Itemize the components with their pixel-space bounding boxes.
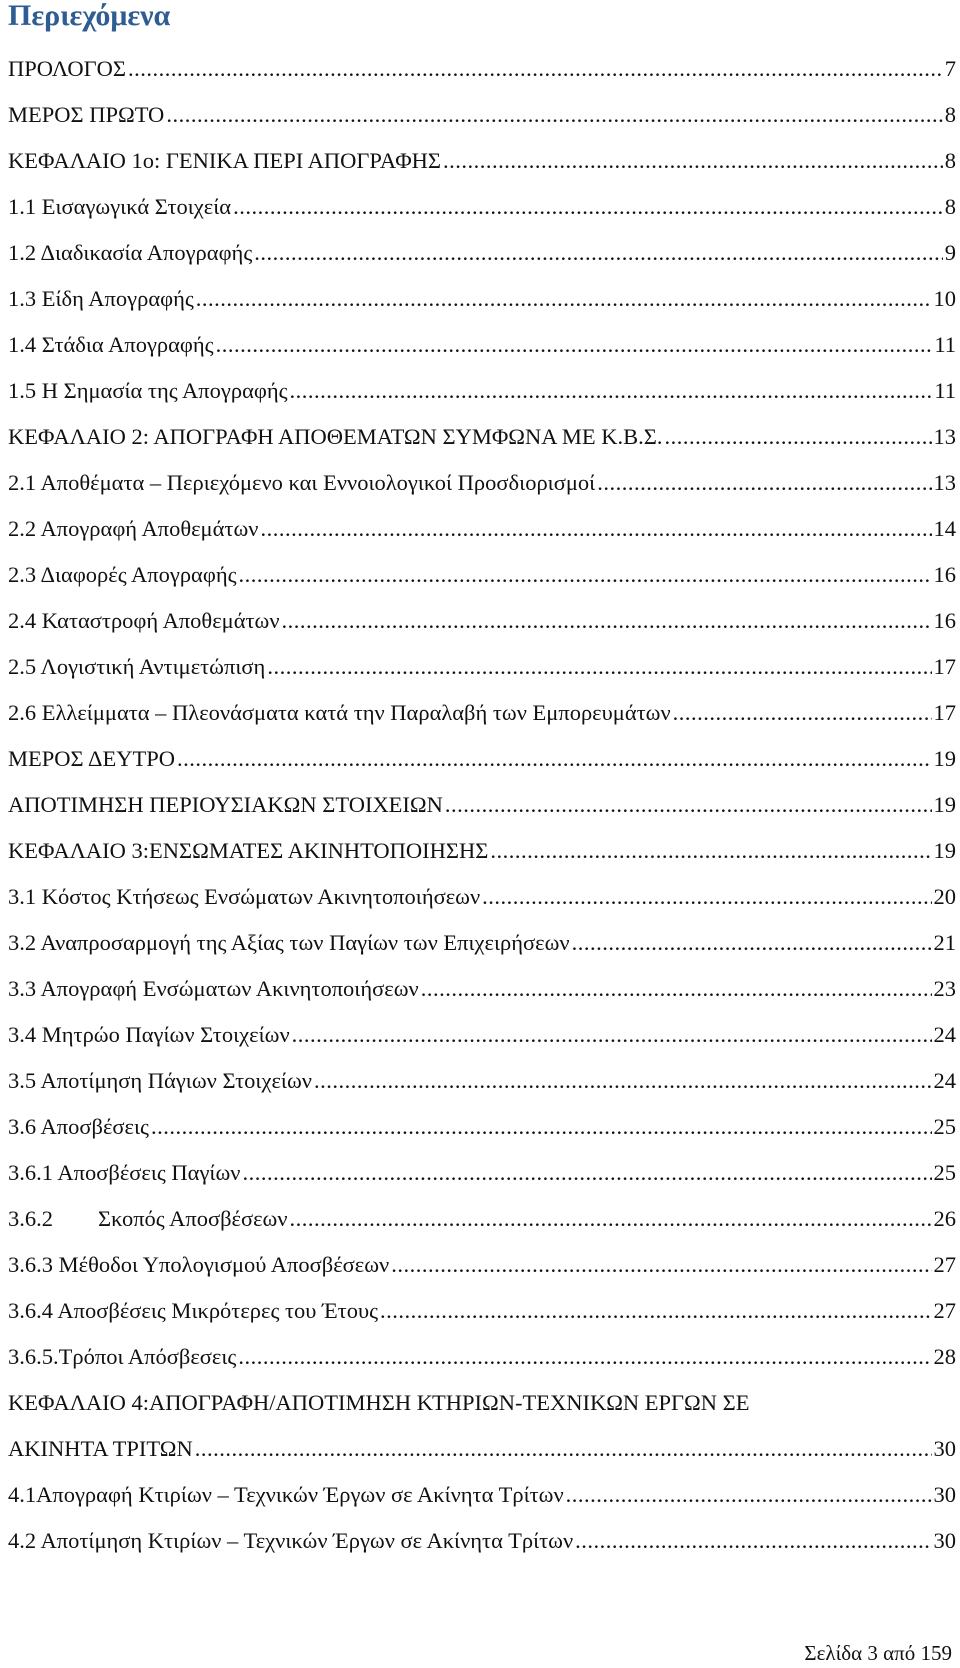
toc-entry-2-4[interactable] bbox=[8, 598, 956, 644]
toc-dot-leader bbox=[242, 1150, 931, 1196]
toc-dot-leader bbox=[267, 644, 931, 690]
toc-entry-page: 11 bbox=[934, 378, 956, 403]
toc-entry-3-6-4[interactable] bbox=[8, 1288, 956, 1334]
toc-entry-page: 19 bbox=[933, 838, 956, 863]
toc-dot-leader bbox=[314, 1058, 932, 1104]
toc-entry-page: 27 bbox=[933, 1252, 956, 1277]
toc-entry-title: 3.6.3 Μέθοδοι Υπολογισμού Αποσβέσεων bbox=[8, 1252, 390, 1277]
toc-dot-leader bbox=[196, 276, 932, 322]
toc-entry-page: 19 bbox=[933, 792, 956, 817]
toc-entry-title: 3.6 Αποσβέσεις bbox=[8, 1114, 149, 1139]
toc-entry-chapter-1[interactable] bbox=[8, 138, 956, 184]
toc-dot-leader bbox=[572, 920, 932, 966]
toc-entry-page: 17 bbox=[933, 654, 956, 679]
toc-entry-page: 13 bbox=[933, 470, 956, 495]
toc-entry-4-1[interactable] bbox=[8, 1472, 956, 1518]
toc-entry-3-6-5[interactable] bbox=[8, 1334, 956, 1380]
toc-entry-title: 4.1Απογραφή Κτιρίων – Τεχνικών Έργων σε Ακίνητα Τρίτων bbox=[8, 1482, 564, 1507]
toc-entry-page: 9 bbox=[944, 240, 956, 265]
toc-dot-leader bbox=[195, 1426, 932, 1472]
toc-dot-leader bbox=[282, 598, 932, 644]
toc-entry-title-continued: ΑΚΙΝΗΤΑ ΤΡΙΤΩΝ bbox=[8, 1436, 193, 1461]
toc-dot-leader bbox=[166, 92, 942, 138]
toc-entry-apotimisi[interactable] bbox=[8, 782, 956, 828]
toc-entry-page: 19 bbox=[933, 746, 956, 771]
toc-dot-leader bbox=[260, 506, 931, 552]
toc-entry-page: 28 bbox=[933, 1344, 956, 1369]
toc-dot-leader bbox=[238, 1334, 931, 1380]
toc-entry-title: ΚΕΦΑΛΑΙΟ 3:ΕΝΣΩΜΑΤΕΣ ΑΚΙΝΗΤΟΠΟΙΗΣΗΣ bbox=[8, 838, 489, 863]
toc-entry-title: 2.6 Ελλείμματα – Πλεονάσματα κατά την Παραλαβή των Εμπορευμάτων bbox=[8, 700, 671, 725]
toc-entry-title: 2.5 Λογιστική Αντιμετώπιση bbox=[8, 654, 266, 679]
toc-dot-leader bbox=[290, 368, 933, 414]
toc-entry-1-5[interactable] bbox=[8, 368, 956, 414]
toc-entry-page: 8 bbox=[944, 148, 956, 173]
toc-dot-leader bbox=[151, 1104, 932, 1150]
toc-entry-title: 3.6.4 Αποσβέσεις Μικρότερες του Έτους bbox=[8, 1298, 379, 1323]
toc-dot-leader bbox=[128, 46, 943, 92]
toc-entry-title: ΑΠΟΤΙΜΗΣΗ ΠΕΡΙΟΥΣΙΑΚΩΝ ΣΤΟΙΧΕΙΩΝ bbox=[8, 792, 443, 817]
toc-entry-page: 16 bbox=[933, 562, 956, 587]
toc-entry-title: 2.4 Καταστροφή Αποθεμάτων bbox=[8, 608, 280, 633]
toc-entry-3-6[interactable] bbox=[8, 1104, 956, 1150]
toc-entry-page: 14 bbox=[933, 516, 956, 541]
toc-entry-page: 24 bbox=[933, 1068, 956, 1093]
table-of-contents bbox=[8, 46, 956, 1564]
toc-entry-meros-deftero[interactable] bbox=[8, 736, 956, 782]
toc-entry-chapter-2[interactable] bbox=[8, 414, 956, 460]
toc-dot-leader bbox=[421, 966, 932, 1012]
toc-heading: Περιεχόμενα bbox=[8, 0, 171, 32]
toc-entry-page: 23 bbox=[933, 976, 956, 1001]
toc-entry-page: 16 bbox=[933, 608, 956, 633]
toc-entry-3-6-1[interactable] bbox=[8, 1150, 956, 1196]
toc-entry-title: ΚΕΦΑΛΑΙΟ 2: ΑΠΟΓΡΑΦΗ ΑΠΟΘΕΜΑΤΩΝ ΣΥΜΦΩΝΑ ΜΕ Κ.Β.Σ. bbox=[8, 424, 663, 449]
toc-entry-3-4[interactable] bbox=[8, 1012, 956, 1058]
toc-entry-page: 13 bbox=[933, 424, 956, 449]
toc-entry-3-3[interactable] bbox=[8, 966, 956, 1012]
toc-entry-title: 1.5 Η Σημασία της Απογραφής bbox=[8, 378, 288, 403]
toc-dot-leader bbox=[482, 874, 931, 920]
toc-entry-title: 3.6.2 Σκοπός Αποσβέσεων bbox=[8, 1206, 288, 1231]
toc-entry-page: 30 bbox=[933, 1436, 956, 1461]
toc-entry-title: 2.2 Απογραφή Αποθεμάτων bbox=[8, 516, 259, 541]
toc-entry-title: 3.1 Κόστος Κτήσεως Ενσώματων Ακινητοποιήσεων bbox=[8, 884, 481, 909]
toc-entry-title: 1.1 Εισαγωγικά Στοιχεία bbox=[8, 194, 232, 219]
toc-entry-3-6-3[interactable] bbox=[8, 1242, 956, 1288]
toc-dot-leader bbox=[391, 1242, 931, 1288]
toc-entry-title: 3.5 Αποτίμηση Πάγιων Στοιχείων bbox=[8, 1068, 312, 1093]
toc-entry-title: 1.2 Διαδικασία Απογραφής bbox=[8, 240, 253, 265]
toc-entry-meros-proto[interactable] bbox=[8, 92, 956, 138]
toc-dot-leader bbox=[177, 736, 932, 782]
toc-entry-prologos[interactable] bbox=[8, 46, 956, 92]
toc-entry-page: 30 bbox=[933, 1482, 956, 1507]
toc-entry-1-2[interactable] bbox=[8, 230, 956, 276]
toc-entry-page: 26 bbox=[933, 1206, 956, 1231]
toc-entry-title: ΚΕΦΑΛΑΙΟ 4:ΑΠΟΓΡΑΦΗ/ΑΠΟΤΙΜΗΣΗ ΚΤΗΡΙΩΝ-ΤΕΧΝΙΚΩΝ ΕΡΓΩΝ ΣΕ bbox=[8, 1390, 750, 1415]
toc-entry-page: 17 bbox=[933, 700, 956, 725]
toc-entry-title: ΚΕΦΑΛΑΙΟ 1ο: ΓΕΝΙΚΑ ΠΕΡΙ ΑΠΟΓΡΑΦΗΣ bbox=[8, 148, 442, 173]
toc-dot-leader bbox=[443, 138, 943, 184]
toc-entry-page: 20 bbox=[933, 884, 956, 909]
toc-entry-3-5[interactable] bbox=[8, 1058, 956, 1104]
toc-dot-leader bbox=[254, 230, 943, 276]
toc-entry-page: 30 bbox=[933, 1528, 956, 1553]
toc-entry-page: 21 bbox=[933, 930, 956, 955]
toc-dot-leader bbox=[380, 1288, 931, 1334]
toc-entry-4-2[interactable] bbox=[8, 1518, 956, 1564]
toc-entry-page: 10 bbox=[933, 286, 956, 311]
toc-entry-page: 25 bbox=[933, 1160, 956, 1185]
toc-entry-title: 3.3 Απογραφή Ενσώματων Ακινητοποιήσεων bbox=[8, 976, 419, 1001]
toc-entry-title: 1.3 Είδη Απογραφής bbox=[8, 286, 194, 311]
toc-entry-page: 8 bbox=[944, 102, 956, 127]
toc-entry-page: 11 bbox=[934, 332, 956, 357]
toc-dot-leader bbox=[290, 1196, 932, 1242]
toc-entry-page: 24 bbox=[933, 1022, 956, 1047]
toc-dot-leader bbox=[566, 1472, 932, 1518]
toc-entry-title: 4.2 Αποτίμηση Κτιρίων – Τεχνικών Έργων σε Ακίνητα Τρίτων bbox=[8, 1528, 574, 1553]
toc-entry-title: 3.2 Αναπροσαρμογή της Αξίας των Παγίων των Επιχειρήσεων bbox=[8, 930, 570, 955]
toc-entry-title: 3.6.5.Τρόποι Απόσβεσεις bbox=[8, 1344, 237, 1369]
toc-entry-title: 1.4 Στάδια Απογραφής bbox=[8, 332, 214, 357]
page-number-footer: Σελίδα 3 από 159 bbox=[804, 1641, 952, 1665]
toc-entry-3-6-2[interactable] bbox=[8, 1196, 956, 1242]
toc-entry-page: 25 bbox=[933, 1114, 956, 1139]
toc-entry-title: ΠΡΟΛΟΓΟΣ bbox=[8, 56, 126, 81]
toc-entry-title: 3.6.1 Αποσβέσεις Παγίων bbox=[8, 1160, 241, 1185]
toc-entry-1-3[interactable] bbox=[8, 276, 956, 322]
toc-entry-continuation bbox=[8, 1426, 956, 1472]
toc-dot-leader bbox=[292, 1012, 932, 1058]
toc-dot-leader bbox=[233, 184, 943, 230]
toc-entry-page: 27 bbox=[933, 1298, 956, 1323]
toc-dot-leader bbox=[216, 322, 933, 368]
toc-dot-leader bbox=[575, 1518, 931, 1564]
toc-entry-title: 2.1 Αποθέματα – Περιεχόμενο και Εννοιολογικοί Προσδιορισμοί bbox=[8, 470, 596, 495]
toc-dot-leader bbox=[597, 460, 931, 506]
toc-entry-3-1[interactable] bbox=[8, 874, 956, 920]
toc-entry-1-4[interactable] bbox=[8, 322, 956, 368]
toc-entry-title: 2.3 Διαφορές Απογραφής bbox=[8, 562, 237, 587]
toc-entry-1-1[interactable] bbox=[8, 184, 956, 230]
toc-entry-3-2[interactable] bbox=[8, 920, 956, 966]
toc-entry-chapter-4[interactable] bbox=[8, 1380, 956, 1472]
toc-entry-2-1[interactable] bbox=[8, 460, 956, 506]
toc-entry-2-3[interactable] bbox=[8, 552, 956, 598]
toc-dot-leader bbox=[445, 782, 932, 828]
toc-dot-leader bbox=[673, 690, 932, 736]
toc-entry-2-5[interactable] bbox=[8, 644, 956, 690]
toc-entry-title: 3.4 Μητρώο Παγίων Στοιχείων bbox=[8, 1022, 290, 1047]
toc-entry-page: 8 bbox=[944, 194, 956, 219]
toc-dot-leader bbox=[239, 552, 932, 598]
toc-entry-title: ΜΕΡΟΣ ΠΡΩΤΟ bbox=[8, 102, 165, 127]
toc-dot-leader bbox=[665, 414, 932, 460]
toc-entry-page: 7 bbox=[944, 56, 956, 81]
toc-entry-2-6[interactable] bbox=[8, 690, 956, 736]
toc-entry-chapter-3[interactable] bbox=[8, 828, 956, 874]
toc-entry-2-2[interactable] bbox=[8, 506, 956, 552]
toc-entry-title: ΜΕΡΟΣ ΔΕΥΤΡΟ bbox=[8, 746, 175, 771]
toc-dot-leader bbox=[490, 828, 931, 874]
